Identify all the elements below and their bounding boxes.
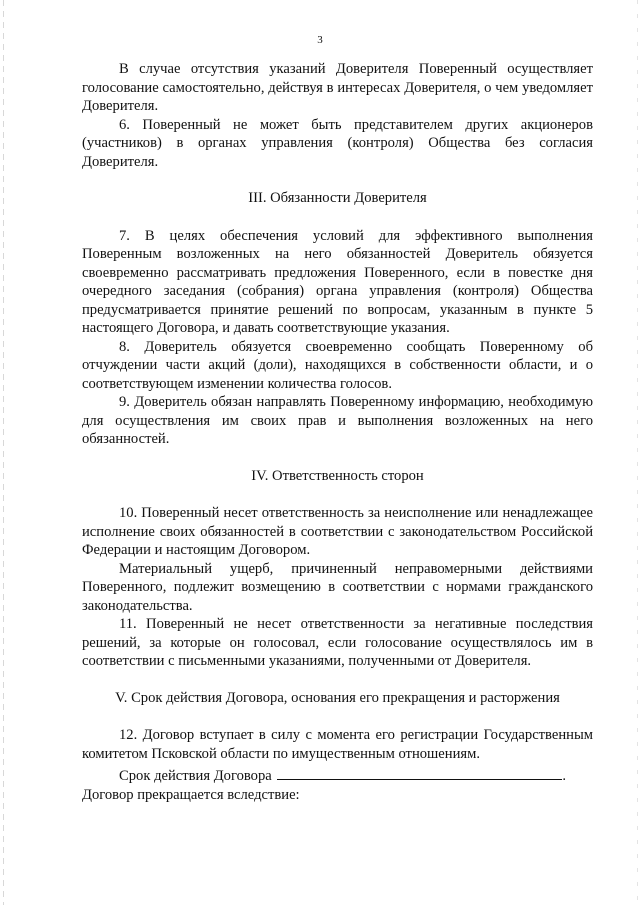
paragraph-voting-without-instructions: В случае отсутствия указаний Доверителя Поверенный осуществляет голосование самостоятельно, действуя в интересах Доверителя, о чем уведомляет Доверителя. [82,61,593,114]
paragraph-6: 6. Поверенный не может быть представителем других акционеров (участников) в органах управления (контроля) Общества без согласия Доверителя. [82,116,593,170]
paragraph-material-damage: Материальный ущерб, причиненный неправомерными действиями Поверенного, подлежит возмещению в соответствии с нормами гражданского законодательства. [82,560,593,614]
scan-edge-right [637,0,638,905]
paragraph-9: 9. Доверитель обязан направлять Поверенному информацию, необходимую для осуществления им своих прав и выполнения возложенных на него обязанностей. [82,394,593,447]
page-number: 3 [317,34,323,46]
section-heading-v: V. Срок действия Договора, основания его прекращения и расторжения [115,689,560,706]
paragraph-7: 7. В целях обеспечения условий для эффективного выполнения Поверенным возложенных на него обязанностей Доверитель обязуется своевременно рассматривать предложения Поверенного, если в повестке дня очередного заседания (собрания) органа управления (контроля) Общества предусматривается принятие решений по вопросам, указанным в пункте 5 настоящего Договора, и давать соответствующие указания. [82,227,593,336]
paragraph-11: 11. Поверенный не несет ответственности за негативные последствия решений, за которые он голосовал, если голосование осуществлялось им в соответствии с письменными указаниями, полученными от Доверителя. [82,616,593,669]
section-heading-iv: IV. Ответственность сторон [251,467,424,484]
term-end: . [562,768,567,784]
document-body [82,60,593,804]
section-heading-iii: III. Обязанности Доверителя [248,190,427,206]
paragraph-10: 10. Поверенный несет ответственность за неисполнение или ненадлежащее исполнение своих обязанностей в соответствии с законодательством Российской Федерации и настоящим Договором. [82,505,593,558]
term-label: Срок действия Договора [119,768,272,784]
paragraph-12: 12. Договор вступает в силу с момента его регистрации Государственным комитетом Псковской области по имущественным отношениям. [82,727,593,762]
term-blank-line [277,766,562,780]
paragraph-term [82,766,593,786]
paragraph-8: 8. Доверитель обязуется своевременно сообщать Поверенному об отчуждении части акций (доли), находящихся в собственности области, и о соответствующем изменении количества голосов. [82,338,593,392]
paragraph-termination: Договор прекращается вследствие: [82,786,300,803]
scan-edge-left [3,0,4,905]
